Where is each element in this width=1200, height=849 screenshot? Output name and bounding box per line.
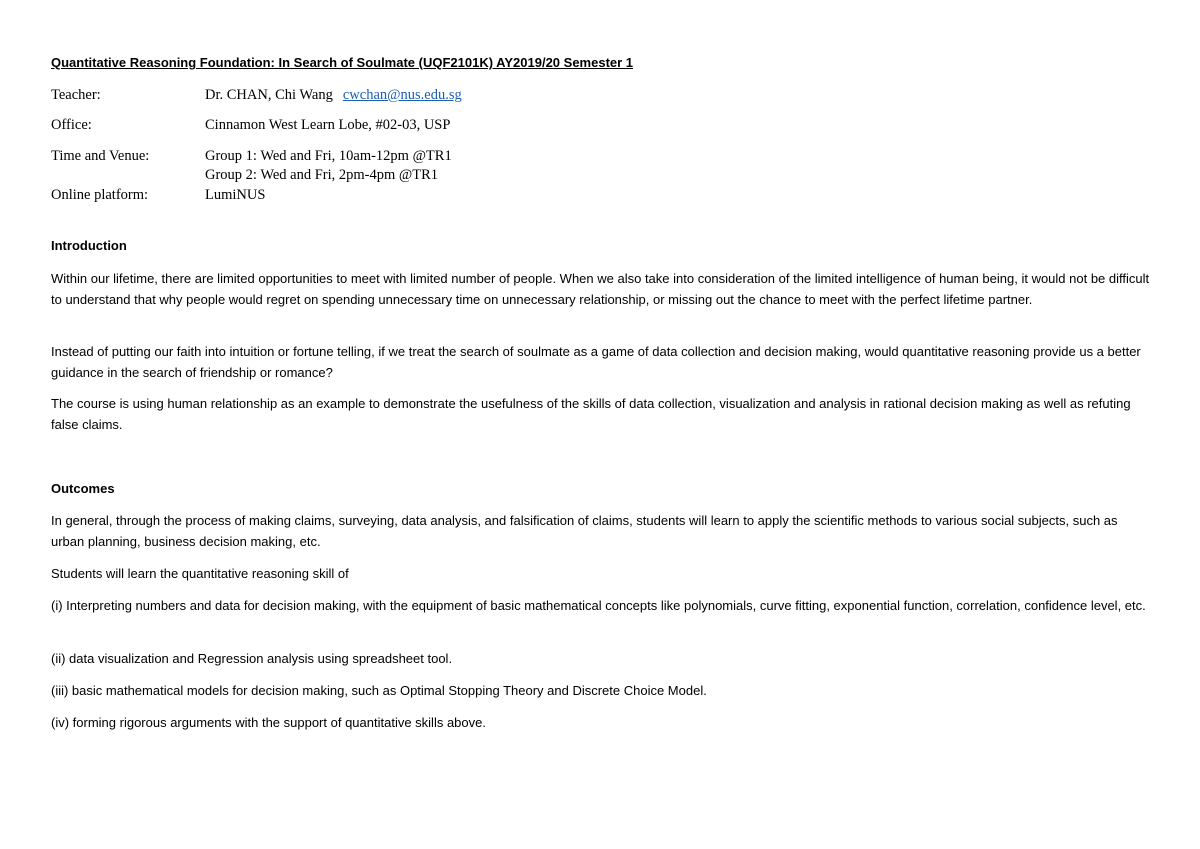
- document-title: Quantitative Reasoning Foundation: In Search of Soulmate (UQF2101K) AY2019/20 Semester 1: [51, 55, 634, 70]
- introduction-paragraph-3: The course is using human relationship as an example to demonstrate the usefulness of the skills of data collection, visualization and analysis in rational decision making as well as refuting false claims.: [51, 396, 1131, 432]
- outcomes-paragraph-2: Students will learn the quantitative reasoning skill of: [51, 566, 349, 581]
- teacher-email-link[interactable]: cwchan@nus.edu.sg: [342, 87, 462, 103]
- introduction-paragraph-1: Within our lifetime, there are limited opportunities to meet with limited number of people. When we also take into consideration of the limited intelligence of human being, it would not be difficult to understand that why people would regret on spending unnecessary time on unnecessary relationship, or missing out the chance to meet with the perfect lifetime partner.: [51, 271, 1150, 307]
- time-venue-label: Time and Venue:: [51, 148, 150, 164]
- outcome-item-4: (iv) forming rigorous arguments with the support of quantitative skills above.: [51, 715, 486, 730]
- time-venue-group1: Group 1: Wed and Fri, 10am-12pm @TR1: [205, 148, 452, 164]
- outcomes-paragraph-1: In general, through the process of making claims, surveying, data analysis, and falsification of claims, students will learn to apply the scientific methods to various social subjects, such as urban planning, business decision making, etc.: [51, 513, 1118, 549]
- outcome-item-1: (i) Interpreting numbers and data for decision making, with the equipment of basic mathematical concepts like polynomials, curve fitting, exponential function, correlation, confidence level, etc.: [51, 598, 1146, 613]
- outcome-item-2: (ii) data visualization and Regression analysis using spreadsheet tool.: [51, 651, 453, 666]
- outcome-item-3: (iii) basic mathematical models for decision making, such as Optimal Stopping Theory and Discrete Choice Model.: [51, 683, 707, 698]
- outcomes-heading: Outcomes: [51, 481, 115, 496]
- teacher-name: Dr. CHAN, Chi Wang: [205, 87, 333, 103]
- online-platform-value: LumiNUS: [205, 187, 266, 203]
- online-platform-label: Online platform:: [51, 187, 149, 203]
- teacher-label: Teacher:: [51, 87, 101, 103]
- introduction-heading: Introduction: [51, 238, 127, 253]
- introduction-paragraph-2: Instead of putting our faith into intuition or fortune telling, if we treat the search of soulmate as a game of data collection and decision making, would quantitative reasoning provide us a better guidance in the search of friendship or romance?: [51, 344, 1141, 380]
- time-venue-group2: Group 2: Wed and Fri, 2pm-4pm @TR1: [205, 167, 439, 183]
- office-value: Cinnamon West Learn Lobe, #02-03, USP: [205, 117, 451, 133]
- teacher-value: [205, 85, 462, 105]
- office-label: Office:: [51, 117, 92, 133]
